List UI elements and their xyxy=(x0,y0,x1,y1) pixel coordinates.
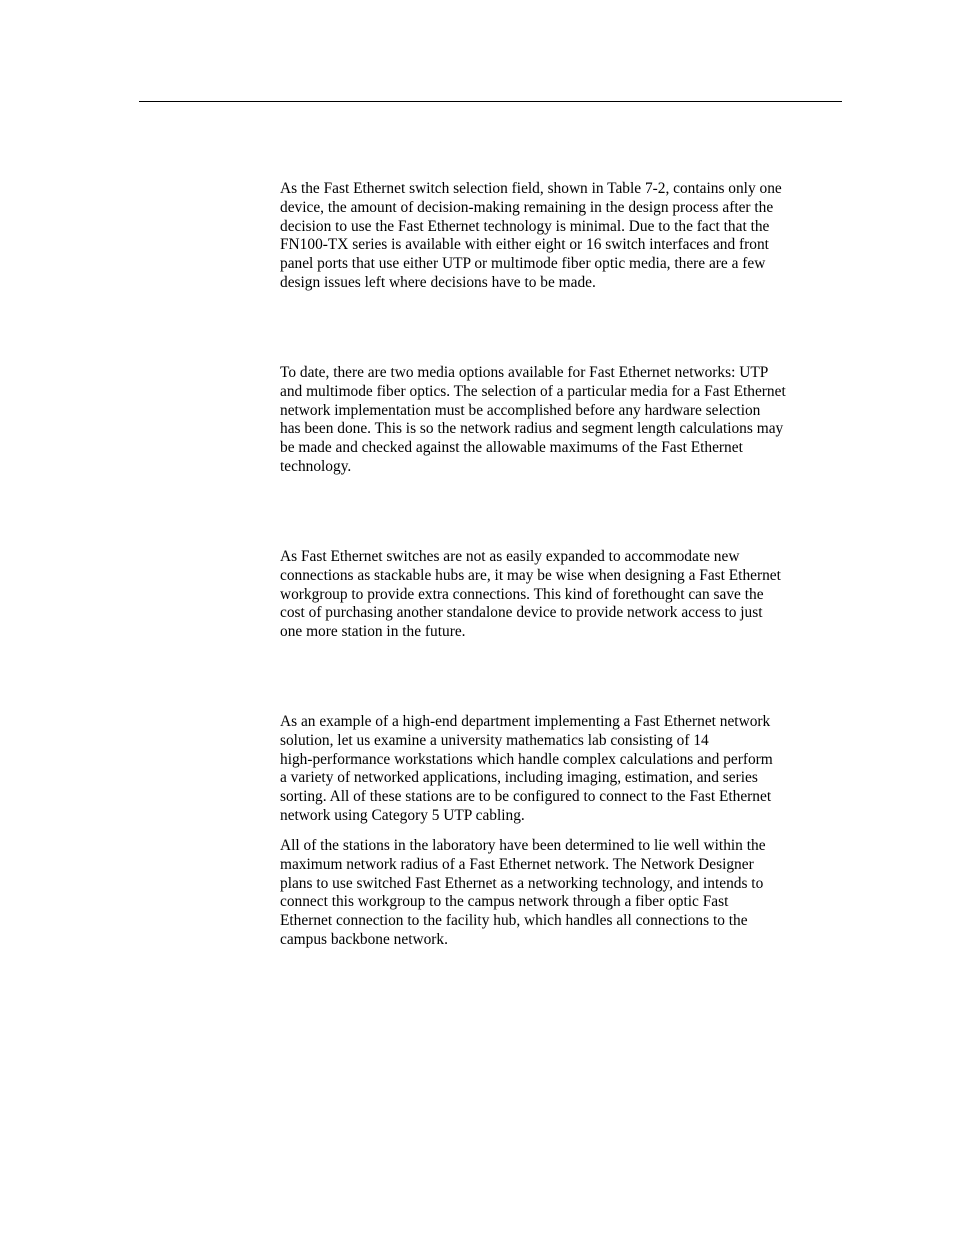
text-line: be made and checked against the allowable maximums of the Fast Ethernet xyxy=(280,439,743,457)
paragraph-expansion xyxy=(280,548,845,642)
text-line: sorting. All of these stations are to be configured to connect to the Fast Ethernet xyxy=(280,788,772,806)
text-line: cost of purchasing another standalone device to provide network access to just xyxy=(280,604,763,622)
paragraph-switch-selection xyxy=(280,180,845,293)
paragraph-media-options xyxy=(280,364,845,477)
text-line: design issues left where decisions have to be made. xyxy=(280,273,596,291)
text-line: FN100-TX series is available with either eight or 16 switch interfaces and front xyxy=(280,236,769,254)
text-line: As Fast Ethernet switches are not as easily expanded to accommodate new xyxy=(280,548,740,565)
text-line: As an example of a high-end department implementing a Fast Ethernet network xyxy=(280,713,771,730)
paragraph-example xyxy=(280,713,845,826)
text-line: panel ports that use either UTP or multimode fiber optic media, there are a few xyxy=(280,255,766,273)
text-line: and multimode fiber optics. The selection of a particular media for a Fast Ethernet xyxy=(280,382,786,400)
paragraph-network-radius xyxy=(280,837,845,950)
text-line: a variety of networked applications, including imaging, estimation, and series xyxy=(280,769,758,787)
text-line: one more station in the future. xyxy=(280,623,466,641)
text-line: campus backbone network. xyxy=(280,930,448,948)
text-line: network using Category 5 UTP cabling. xyxy=(280,806,525,824)
text-line: All of the stations in the laboratory have been determined to lie well within the xyxy=(280,837,766,854)
text-line: high-performance workstations which handle complex calculations and perform xyxy=(280,750,773,768)
text-line: decision to use the Fast Ethernet technology is minimal. Due to the fact that the xyxy=(280,217,770,235)
text-line: maximum network radius of a Fast Ethernet network. The Network Designer xyxy=(280,855,754,873)
text-line: connections as stackable hubs are, it may be wise when designing a Fast Ethernet xyxy=(280,566,781,584)
header-rule xyxy=(139,101,842,102)
text-line: Ethernet connection to the facility hub, which handles all connections to the xyxy=(280,912,748,930)
text-line: workgroup to provide extra connections. This kind of forethought can save the xyxy=(280,585,764,603)
text-line: solution, let us examine a university mathematics lab consisting of 14 xyxy=(280,731,709,749)
text-line: has been done. This is so the network radius and segment length calculations may xyxy=(280,420,784,438)
text-line: network implementation must be accomplished before any hardware selection xyxy=(280,401,761,419)
text-line: To date, there are two media options available for Fast Ethernet networks: UTP xyxy=(280,364,769,381)
text-line: As the Fast Ethernet switch selection field, shown in Table 7-2, contains only one xyxy=(280,180,782,197)
text-line: connect this workgroup to the campus network through a fiber optic Fast xyxy=(280,893,729,911)
text-line: plans to use switched Fast Ethernet as a networking technology, and intends to xyxy=(280,874,764,892)
text-line: device, the amount of decision-making remaining in the design process after the xyxy=(280,198,774,216)
text-line: technology. xyxy=(280,457,352,475)
